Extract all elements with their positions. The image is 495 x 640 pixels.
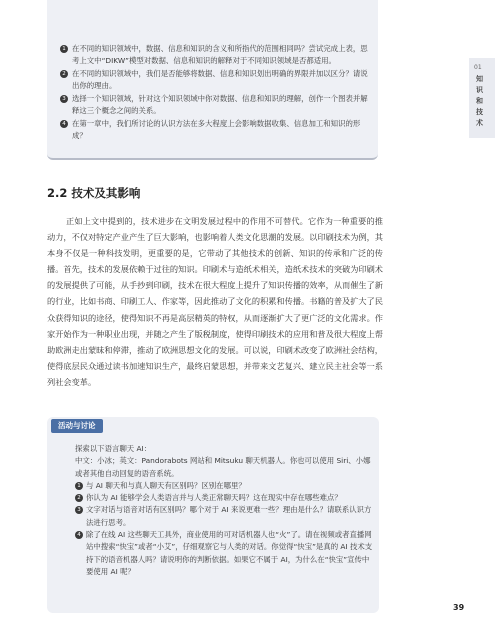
activity-question: 除了在线 AI 这些聊天工具外，商业使用的可对话机器人也“火”了。请在视频或者直播网站中搜索“快宝”或者“小艾”，仔细观察它与人类的对话。你觉得“快宝”是真的 AI 技术支持下的语音机器人吗？请说明你的判断依据。如果它不属于 AI，为什么在“快宝”宣传中要使用 AI 呢？ bbox=[86, 530, 373, 576]
activity-intro-detail: 中文：小冰；英文：Pandorabots 网站和 Mitsuku 聊天机器人。你也可以使用 Siri、小娜或者其他自动回复的语音系统。 bbox=[75, 456, 371, 478]
body-paragraph: 正如上文中提到的，技术进步在文明发展过程中的作用不可替代。它作为一种重要的推动力，不仅对特定产业产生了巨大影响，也影响着人类文化思潮的发展。以印刷技术为例，其本身不仅是一种科技发明，更重要的是，它带动了其他技术的创新、知识的传承和广泛的传播。首先，技术的发展依赖于过往的知识。印刷术与造纸术相关，造纸术技术的突破为印刷术的发展提供了可能，从手抄到印刷，技术在很大程度上提升了知识传播的效率，从而催生了新的行业，比如书商、印刷工人、作家等，因此推动了文化的积累和传播。书籍的普及扩大了民众获得知识的途径，使得知识不再是高层精英的特权，从而逐渐扩大了更广泛的文化需求。作家开始作为一种职业出现，并随之产生了版税制度，使得印刷技术的应用和普及很大程度上帮助欧洲走出蒙昧和停滞，推动了欧洲思想文化的发展。可以说，印刷术改变了欧洲社会结构，使得底层民众通过读书加速知识生产，最终启蒙思想，并带来文艺复兴、建立民主社会等一系列社会变革。 bbox=[47, 216, 383, 387]
number-badge: 1 bbox=[75, 482, 83, 490]
question-text: 选择一个知识领域，针对这个知识领域中你对数据、信息和知识的理解，创作一个图表并解释这三个概念之间的关系。 bbox=[72, 93, 368, 116]
list-item bbox=[75, 492, 375, 504]
activity-question: 与 AI 聊天和与真人聊天有区别吗？区别在哪里？ bbox=[86, 480, 246, 490]
number-badge: 4 bbox=[60, 120, 68, 128]
activity-content bbox=[75, 443, 375, 578]
questions-list bbox=[60, 43, 372, 143]
list-item bbox=[75, 504, 375, 529]
activity-question: 你认为 AI 能够学会人类语言并与人类正常聊天吗？这在现实中存在哪些难点？ bbox=[86, 493, 342, 503]
number-badge: 3 bbox=[75, 506, 83, 514]
list-item bbox=[60, 118, 372, 142]
number-badge: 3 bbox=[60, 95, 68, 103]
number-badge: 2 bbox=[75, 494, 83, 502]
chapter-title: 知识和技术 bbox=[476, 75, 483, 127]
activity-label: 活动与讨论 bbox=[51, 419, 103, 433]
number-badge: 1 bbox=[60, 45, 68, 53]
section-title: 2.2 技术及其影响 bbox=[47, 186, 141, 200]
question-text: 在第一章中，我们所讨论的认识方法在多大程度上会影响数据收集、信息加工和知识的形成？ bbox=[72, 118, 361, 140]
number-badge: 2 bbox=[60, 70, 68, 78]
list-item bbox=[60, 68, 372, 92]
question-text: 在不同的知识领域中，数据、信息和知识的含义和所指代的范围相同吗？尝试完成上表，思考上文中“DIKW”模型对数据、信息和知识的解释对于不同知识领域是否都适用。 bbox=[72, 44, 368, 66]
chapter-side-tab bbox=[469, 58, 495, 138]
question-text: 在不同的知识领域中，我们是否能够将数据、信息和知识划出明确的界限并加以区分？请说出你的理由。 bbox=[72, 68, 368, 91]
list-item bbox=[75, 480, 375, 492]
list-item bbox=[60, 43, 372, 67]
list-item bbox=[75, 529, 375, 578]
list-item bbox=[60, 93, 372, 117]
activity-list bbox=[75, 480, 375, 578]
number-badge: 4 bbox=[75, 531, 83, 539]
activity-question: 文字对话与语音对话有区别吗？哪个对于 AI 来说更难一些？理由是什么？请联系认识方法进行思考。 bbox=[86, 505, 372, 527]
page-number: 39 bbox=[453, 603, 465, 612]
chapter-number: 01 bbox=[474, 64, 482, 71]
activity-intro: 探索以下语言聊天 AI： bbox=[75, 444, 152, 453]
